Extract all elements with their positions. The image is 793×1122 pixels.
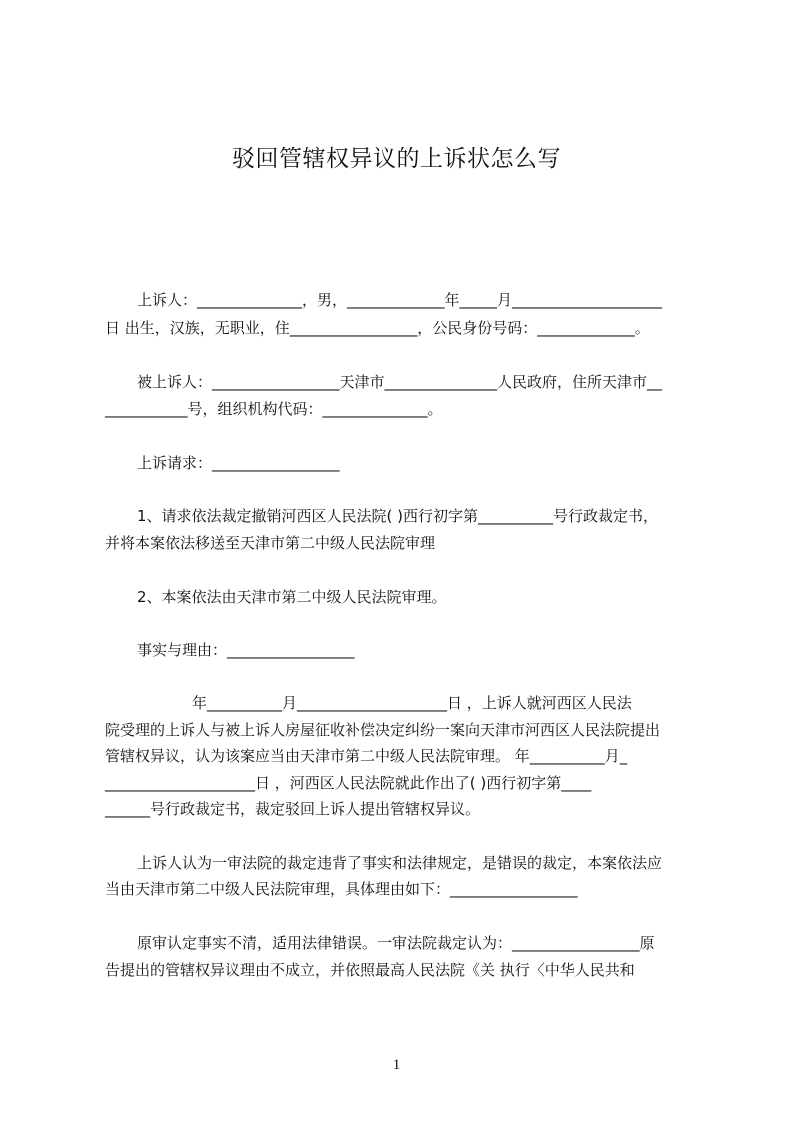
document-title: 驳回管辖权异议的上诉状怎么写: [232, 146, 561, 172]
appeal-request-heading: 上诉请求：_________________: [137, 454, 340, 472]
argument-paragraph-line-2: 当由天津市第二中级人民法院审理，具体理由如下：_________________: [105, 880, 578, 898]
appellant-line: 上诉人：______________，男，_____________年_____月____________________: [137, 291, 663, 309]
facts-paragraph-line-4: ____________________日 ，河西区人民法院就此作出了( )西行初字第____: [105, 774, 592, 792]
facts-paragraph-line-3: 管辖权异议，认为该案应当由天津市第二中级人民法院审理。 年__________月_: [105, 747, 628, 765]
request-item-1: 1、请求依法裁定撤销河西区人民法院( )西行初字第__________号行政裁定书，: [137, 507, 659, 525]
facts-paragraph-line-1: 年__________月____________________日 ，上诉人就河西区人民法: [192, 694, 632, 712]
facts-reasons-heading: 事实与理由：_________________: [137, 641, 355, 659]
facts-paragraph-line-2: 院受理的上诉人与被上诉人房屋征收补偿决定纠纷一案向天津市河西区人民法院提出: [105, 721, 661, 739]
request-item-1-cont: 并将本案依法移送至天津市第二中级人民法院审理: [105, 534, 436, 552]
appellee-line: 被上诉人：_________________天津市_______________人民政府，住所天津市__: [137, 373, 663, 391]
reason-paragraph-line-1: 原审认定事实不清，适用法律错误。一审法院裁定认为：_________________原: [137, 934, 655, 952]
reason-paragraph-line-2: 告提出的管辖权异议理由不成立，并依照最高人民法院《关 执行〈中华人民共和: [105, 961, 635, 979]
page-number: 1: [392, 1057, 401, 1073]
argument-paragraph-line-1: 上诉人认为一审法院的裁定违背了事实和法律规定，是错误的裁定，本案依法应: [137, 854, 663, 872]
appellee-line-cont: ___________号，组织机构代码：______________。: [105, 400, 443, 418]
appellant-line-cont: 日 出生，汉族，无职业，住_________________，公民身份号码：_____________。: [105, 319, 650, 337]
request-item-2: 2、本案依法由天津市第二中级人民法院审理。: [137, 588, 447, 606]
facts-paragraph-line-5: ______号行政裁定书，裁定驳回上诉人提出管辖权异议。: [105, 800, 481, 818]
